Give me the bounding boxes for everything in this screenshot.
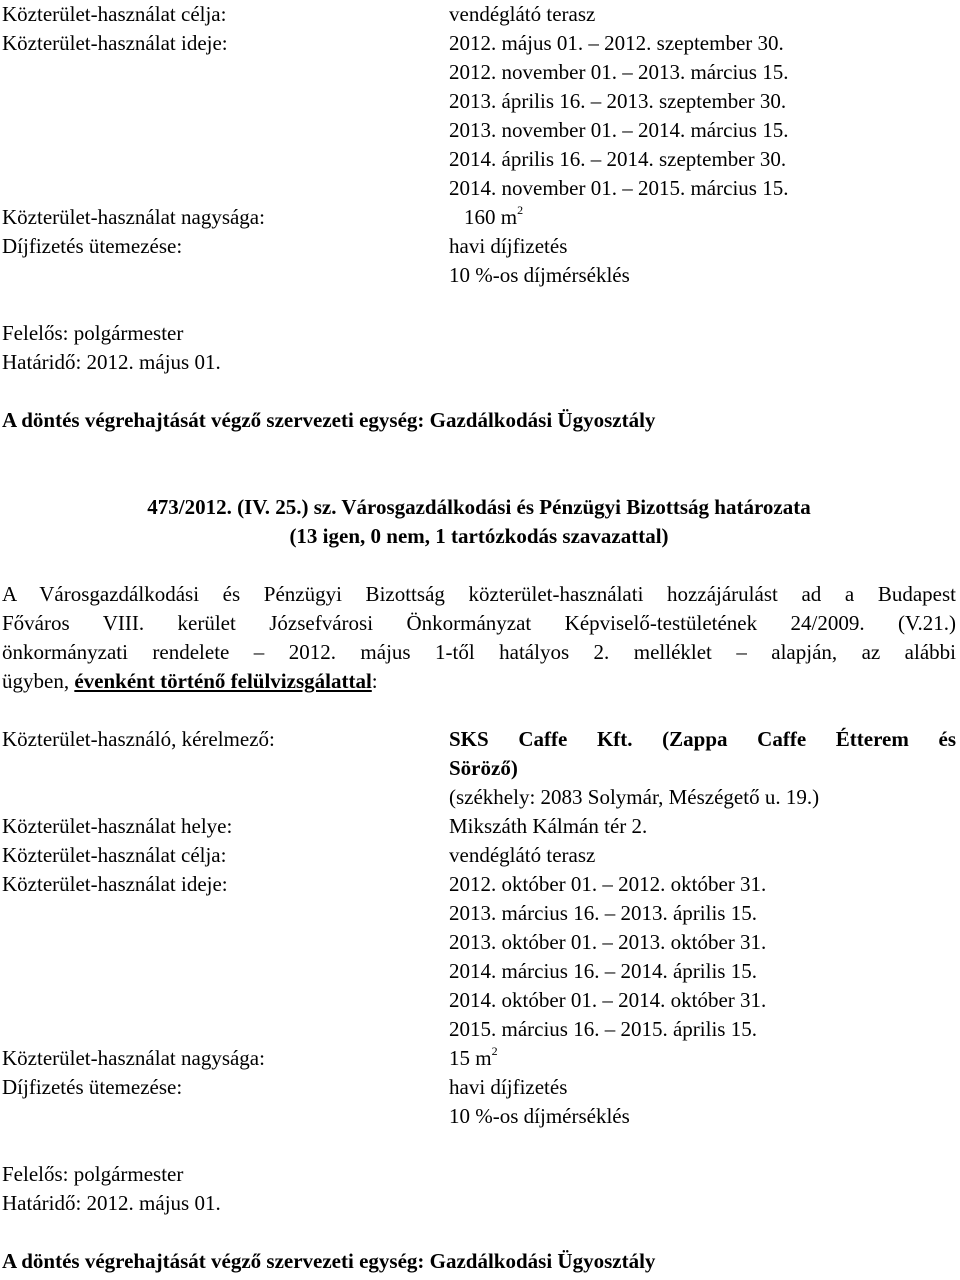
period-line: 2013. március 16. – 2013. április 15. [449,901,757,925]
executor-unit: A döntés végrehajtását végző szervezeti egység: Gazdálkodási Ügyosztály [2,408,656,432]
period-line: 2013. április 16. – 2013. szeptember 30. [449,89,787,113]
fee-label: Díjfizetés ütemezése: [2,234,183,258]
fee-value: havi díjfizetés [449,234,568,258]
responsible: Felelős: polgármester [2,321,184,345]
paragraph-line: önkormányzati rendelete – 2012. május 1-től hatályos 2. melléklet – alapján, az alábbi [2,640,956,664]
period-line: 2013. november 01. – 2014. március 15. [449,118,789,142]
fee-value: havi díjfizetés [449,1075,568,1099]
purpose-label: Közterület-használat célja: [2,2,227,26]
period-line: 2012. május 01. – 2012. szeptember 30. [449,31,784,55]
executor-unit: A döntés végrehajtását végző szervezeti egység: Gazdálkodási Ügyosztály [2,1249,656,1273]
period-line: 2014. november 01. – 2015. március 15. [449,176,789,200]
period-line: 2012. október 01. – 2012. október 31. [449,872,767,896]
paragraph-line: ügyben, évenként történő felülvizsgálattal: [2,669,378,693]
discount-value: 10 %-os díjmérséklés [449,263,630,287]
vote-result: (13 igen, 0 nem, 1 tartózkodás szavazattal) [289,524,669,548]
period-label: Közterület-használat ideje: [2,872,228,896]
period-line: 2014. október 01. – 2014. október 31. [449,988,767,1012]
fee-label: Díjfizetés ütemezése: [2,1075,183,1099]
size-value: 15 $m^2$ [449,1044,498,1070]
period-line: 2012. november 01. – 2013. március 15. [449,60,789,84]
purpose-label: Közterület-használat célja: [2,843,227,867]
size-label: Közterület-használat nagysága: [2,205,265,229]
place-label: Közterület-használat helye: [2,814,233,838]
period-label: Közterület-használat ideje: [2,31,228,55]
size-label: Közterület-használat nagysága: [2,1046,265,1070]
size-value: 160 $m^2$ [464,203,524,229]
applicant-name-cont: Söröző) [449,756,518,780]
purpose-value: vendéglátó terasz [449,2,596,26]
deadline: Határidő: 2012. május 01. [2,1191,221,1215]
period-line: 2015. március 16. – 2015. április 15. [449,1017,757,1041]
responsible: Felelős: polgármester [2,1162,184,1186]
annual-review-emphasis: évenként történő felülvizsgálattal [74,669,372,693]
discount-value: 10 %-os díjmérséklés [449,1104,630,1128]
period-line: 2013. október 01. – 2013. október 31. [449,930,767,954]
period-line: 2014. március 16. – 2014. április 15. [449,959,757,983]
deadline: Határidő: 2012. május 01. [2,350,221,374]
paragraph-line: Főváros VIII. kerület Józsefvárosi Önkormányzat Képviselő-testületének 24/2009. (V.21.) [2,611,956,635]
seat-address: (székhely: 2083 Solymár, Mészégető u. 19.) [449,785,820,809]
applicant-label: Közterület-használó, kérelmező: [2,727,275,751]
applicant-name: SKS Caffe Kft. (Zappa Caffe Étterem és [449,727,956,751]
place-value: Mikszáth Kálmán tér 2. [449,814,648,838]
period-line: 2014. április 16. – 2014. szeptember 30. [449,147,787,171]
resolution-title: 473/2012. (IV. 25.) sz. Városgazdálkodási és Pénzügyi Bizottság határozata [147,495,811,519]
paragraph-line: A Városgazdálkodási és Pénzügyi Bizottság közterület-használati hozzájárulást ad a Budapest [2,582,956,606]
purpose-value: vendéglátó terasz [449,843,596,867]
